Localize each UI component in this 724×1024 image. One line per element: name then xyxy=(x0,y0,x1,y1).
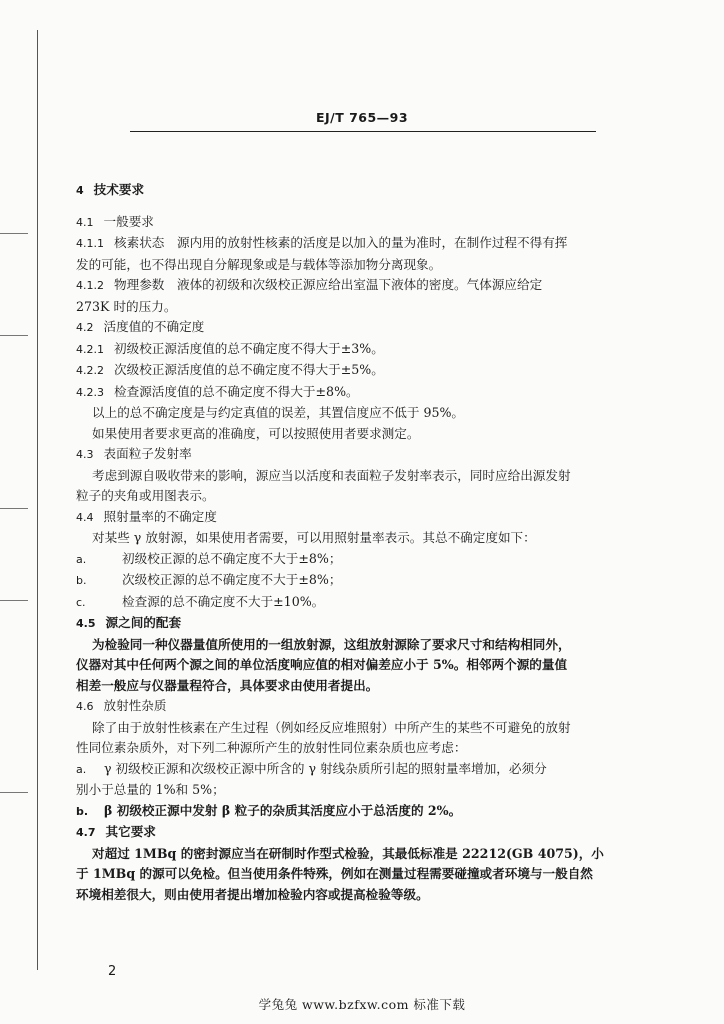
impurity-item-b: b. β 初级校正源中发射 β 粒子的杂质其活度应小于总活度的 2%。 xyxy=(76,802,462,818)
section-4-7-heading: 4.7 其它要求 xyxy=(76,824,156,839)
section-4-5-text-end: 相差一般应与仪器量程符合，具体要求由使用者提出。 xyxy=(76,677,379,693)
clause-4-2-3-note-2: 如果使用者要求更高的准确度，可以按照使用者要求测定。 xyxy=(92,425,420,441)
clause-4-2-3-note-1: 以上的总不确定度是与约定真值的误差，其置信度应不低于 95%。 xyxy=(92,405,465,420)
section-4-1-heading: 4.1 一般要求 xyxy=(76,213,154,229)
section-4-3-text-continued: 粒子的夹角或用图表示。 xyxy=(76,488,215,503)
clause-4-1-1: 4.1.1 核素状态 源内用的放射性核素的活度是以加入的量为准时，在制作过程不得有挥 xyxy=(76,235,568,250)
impurity-item-a-continued: 别小于总量的 1%和 5%； xyxy=(76,782,225,797)
clause-4-2-1: 4.2.1 初级校正源活度值的总不确定度不得大于±3%。 xyxy=(76,340,384,356)
header-rule xyxy=(130,131,596,132)
standard-code-header: EJ/T 765—93 xyxy=(315,110,409,125)
binding-margin-line xyxy=(37,30,38,970)
impurity-item-a: a. γ 初级校正源和次级校正源中所含的 γ 射线杂质所引起的照射量率增加，必须分 xyxy=(76,760,547,776)
list-item-c: c. 检查源的总不确定度不大于±10%。 xyxy=(76,593,325,609)
clause-4-1-1-continued: 发的可能，也不得出现自分解现象或是与载体等添加物分离现象。 xyxy=(76,256,442,272)
section-4-5-text: 为检验同一种仪器量值所使用的一组放射源，这组放射源除了要求尺寸和结构相同外， xyxy=(92,636,571,652)
section-4-4-intro: 对某些 γ 放射源，如果使用者需要，可以用照射量率表示。其总不确定度如下： xyxy=(92,530,536,545)
section-4-6-text-continued: 性同位素杂质外，对下列二种源所产生的放射性同位素杂质也应考虑： xyxy=(76,740,467,755)
section-4-heading: 4 技术要求 xyxy=(76,182,145,197)
document-body xyxy=(76,180,646,905)
section-4-7-text-end: 环境相差很大，则由使用者提出增加检验内容或提高检验等级。 xyxy=(76,886,429,902)
clause-4-2-3: 4.2.3 检查源活度值的总不确定度不得大于±8%。 xyxy=(76,383,359,399)
section-4-2-heading: 4.2 活度值的不确定度 xyxy=(76,319,205,334)
section-4-3-text: 考虑到源自吸收带来的影响，源应当以活度和表面粒子发射率表示，同时应给出源发射 xyxy=(92,467,571,483)
clause-4-1-2: 4.1.2 物理参数 液体的初级和次级校正源应给出室温下液体的密度。气体源应给定 xyxy=(76,277,543,292)
section-4-7-text: 对超过 1MBq 的密封源应当在研制时作型式检验，其最低标准是 22212(GB 4075)，小 xyxy=(92,845,604,861)
margin-tick-mark xyxy=(0,335,28,336)
clause-4-1-2-continued: 273K 时的压力。 xyxy=(76,298,177,314)
margin-tick-mark xyxy=(0,233,28,234)
clause-4-2-2: 4.2.2 次级校正源活度值的总不确定度不得大于±5%。 xyxy=(76,362,384,377)
list-item-a: a. 初级校正源的总不确定度不大于±8%； xyxy=(76,550,342,566)
site-watermark: 学兔兔 www.bzfxw.com 标准下载 xyxy=(258,997,466,1012)
list-item-b: b. 次级校正源的总不确定度不大于±8%； xyxy=(76,572,342,587)
section-4-5-text-continued: 仪器对其中任何两个源之间的单位活度响应值的相对偏差应小于 5%。相邻两个源的量值 xyxy=(76,657,568,672)
margin-tick-mark xyxy=(0,508,28,509)
margin-tick-mark xyxy=(0,792,28,793)
section-4-4-heading: 4.4 照射量率的不确定度 xyxy=(76,508,217,524)
section-4-3-heading: 4.3 表面粒子发射率 xyxy=(76,446,192,461)
page-number: 2 xyxy=(108,964,117,979)
section-4-6-text: 除了由于放射性核素在产生过程（例如经反应堆照射）中所产生的某些不可避免的放射 xyxy=(92,719,571,735)
section-4-7-text-continued: 于 1MBq 的源可以免检。但当使用条件特殊，例如在测量过程需要碰撞或者环境与一般自然 xyxy=(76,866,593,881)
section-4-6-heading: 4.6 放射性杂质 xyxy=(76,698,167,713)
margin-tick-mark xyxy=(0,600,28,601)
section-4-5-heading: 4.5 源之间的配套 xyxy=(76,615,182,630)
